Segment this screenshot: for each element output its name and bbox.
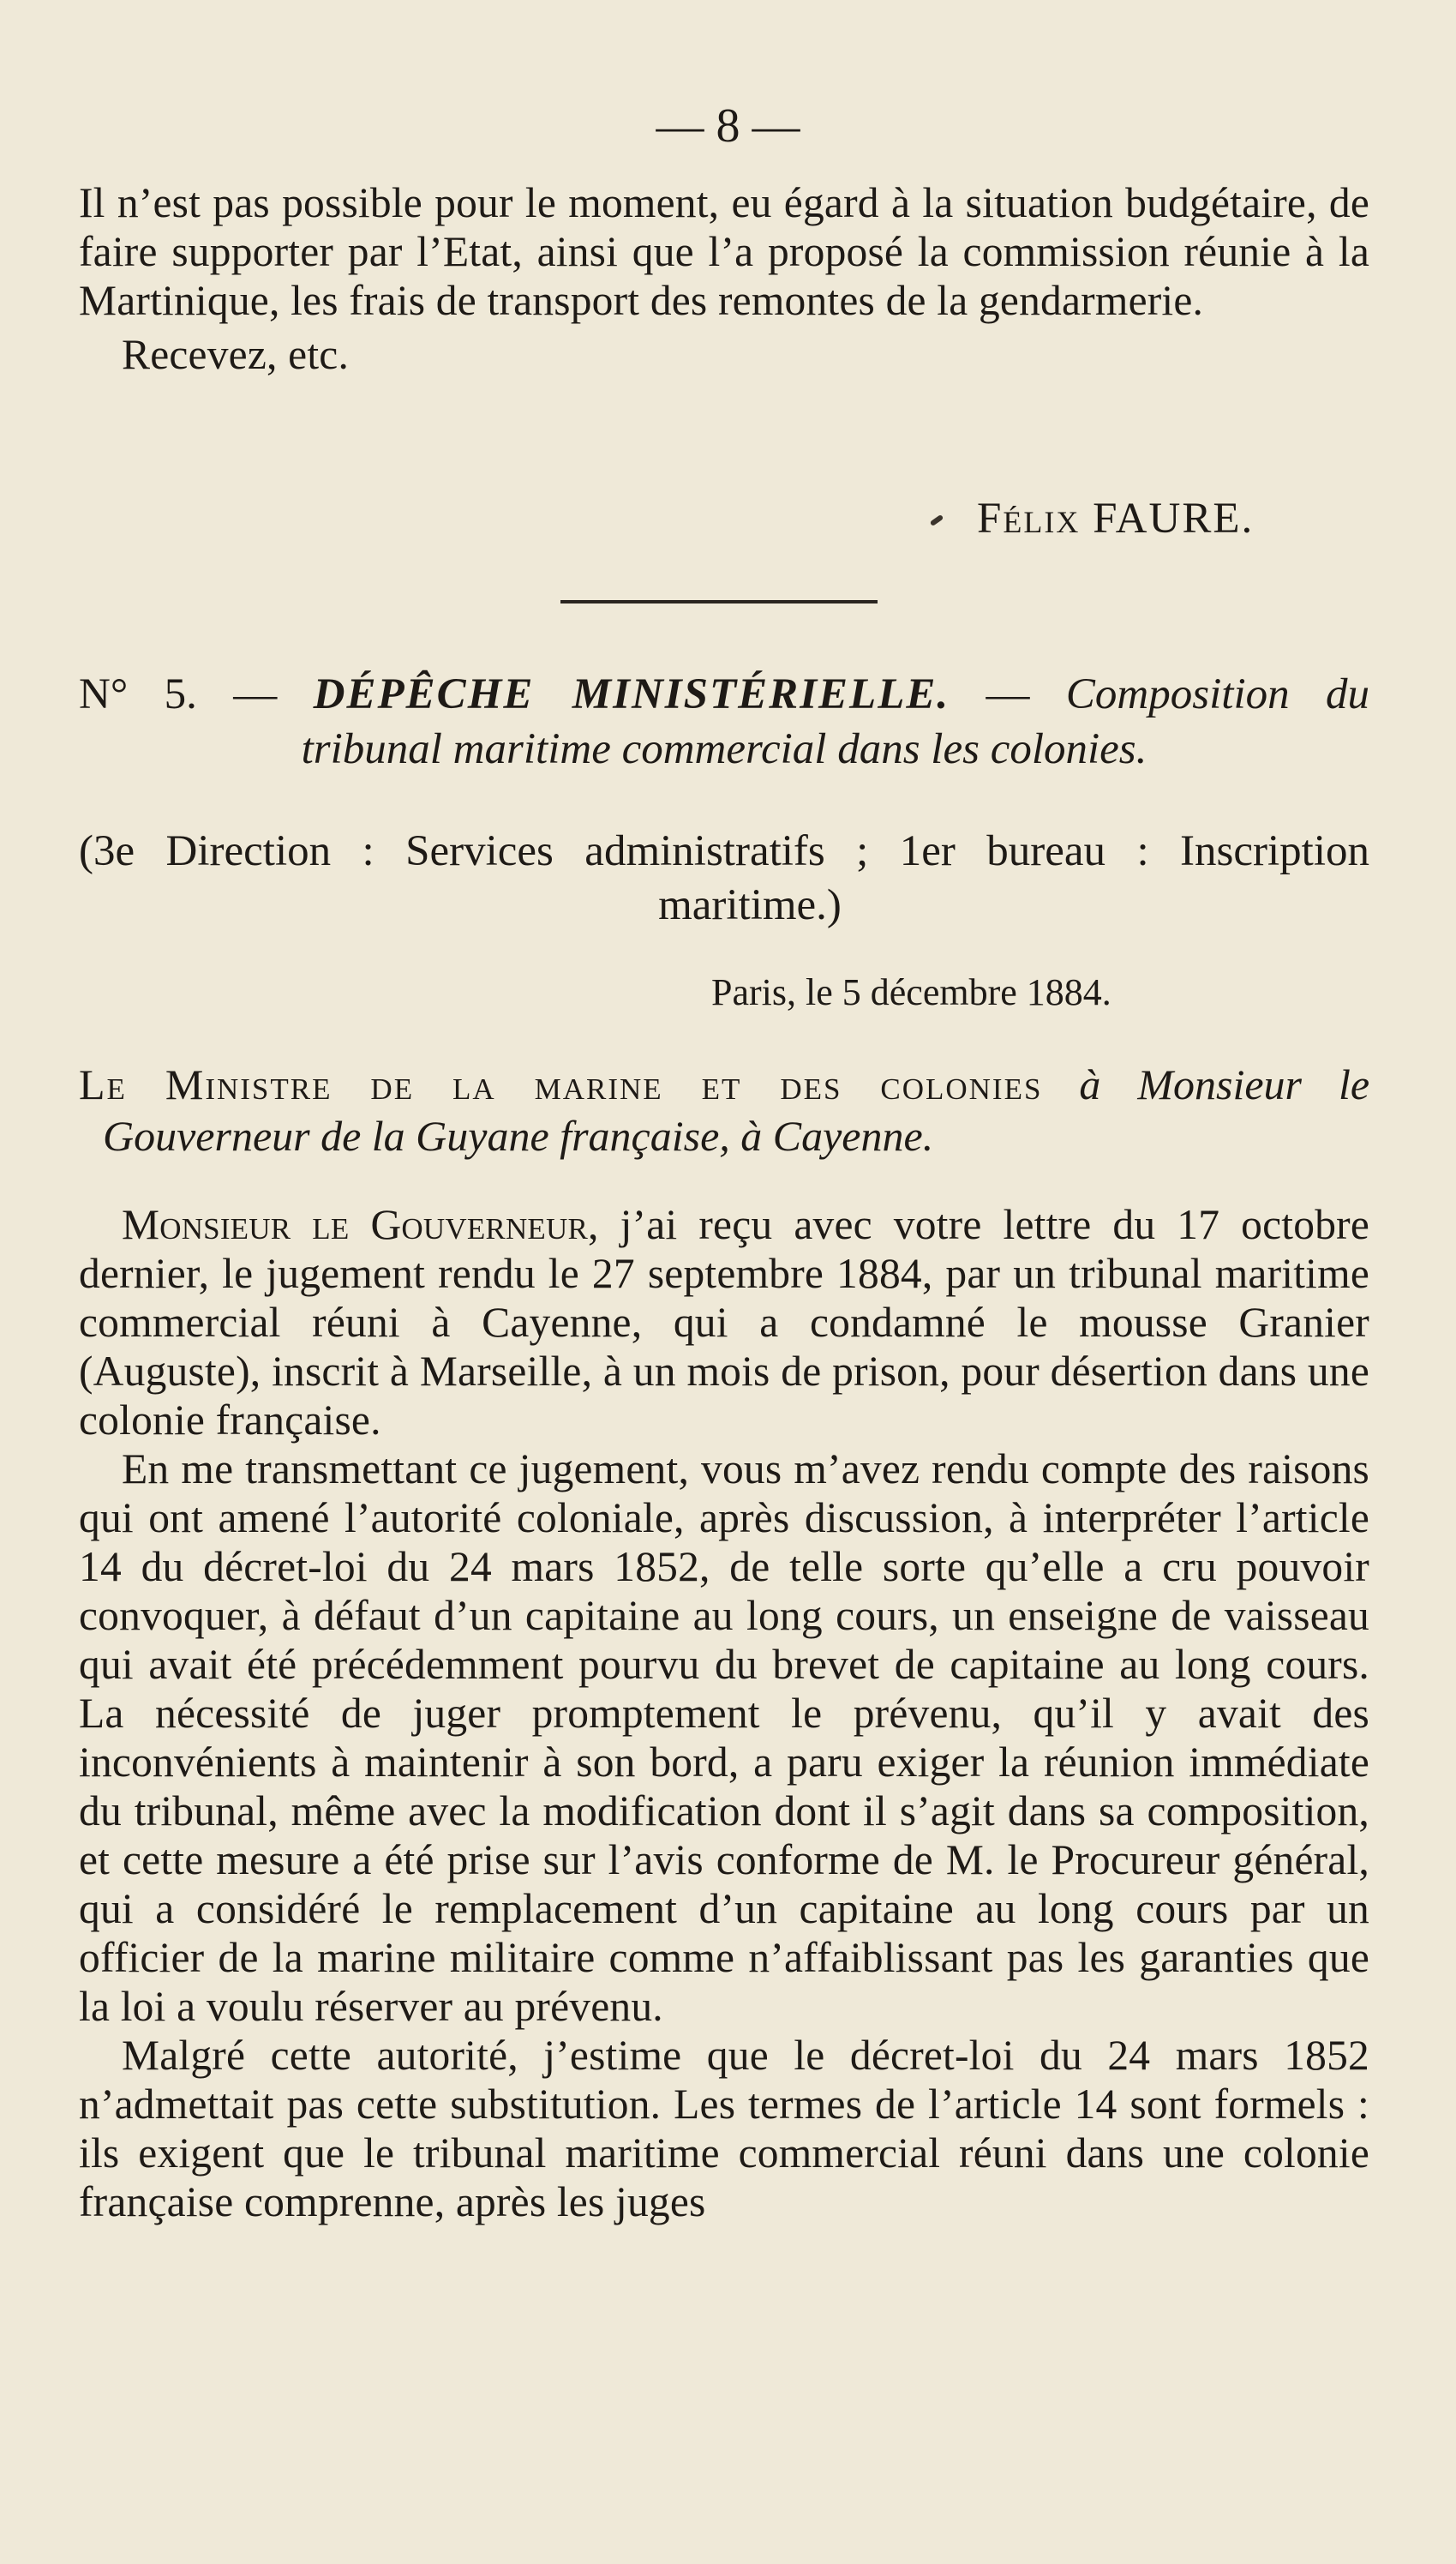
section-divider — [560, 600, 878, 603]
document-heading — [79, 667, 1369, 777]
opening-section — [79, 178, 1369, 379]
address-to: à — [1079, 1060, 1101, 1108]
sender: Le Ministre de la marine et des colonies — [79, 1060, 1043, 1108]
body-paragraph-2: En me transmettant ce jugement, vous m’avez rendu compte des raisons qui ont amené l’autorité coloniale, après discussion, à interpréter l’article 14 du décret-loi du 24 mars 1852, de telle sorte qu’elle a cru pouvoir convoquer, à défaut d’un capitaine au long cours, un enseigne de vaisseau qui avait été précédemment pourvu du brevet de capitaine au long cours. La nécessité de juger promptement le prévenu, qu’il y avait des inconvénients à maintenir à son bord, a paru exiger la réunion immédiate du tribunal, même avec la modification dont il s’agit dans sa composition, et cette mesure a été prise sur l’avis conforme de M. le Procureur général, qui a considéré le remplacement d’un capitaine au long cours par un officier de la marine militaire comme n’affaiblissant pas les garanties que la loi a voulu réserver au prévenu. — [79, 1445, 1369, 2030]
signature-last-name: FAURE. — [1093, 495, 1255, 543]
address-block — [79, 1059, 1369, 1162]
direction-line-1: (3e Direction : Services administratifs ; 1er bureau : Inscription — [79, 827, 1369, 875]
opening-paragraph: Il n’est pas possible pour le moment, eu égard à la situation budgétaire, de faire supporter par l’Etat, ainsi que l’a proposé la commission réunie à la Martinique, les frais de transport des remontes de la gendarmerie. — [79, 179, 1369, 324]
recipient-line-1: Monsieur le — [1137, 1060, 1370, 1108]
direction-note — [79, 825, 1369, 933]
dispatch-date: Paris, le 5 décembre 1884. — [711, 971, 1111, 1013]
salutation: Monsieur le Gouverneur, — [122, 1201, 599, 1248]
document-subject-part1: Composition du — [1065, 670, 1369, 718]
body-paragraph-1 — [79, 1200, 1369, 1444]
heading-dash-1: — — [233, 670, 278, 718]
page-number: — 8 — — [656, 99, 800, 153]
body-paragraph-3: Malgré cette autorité, j’estime que le décret-loi du 24 mars 1852 n’admettait pas cette substitution. Les termes de l’article 14 sont formels : ils exigent que le tribunal maritime commercial réuni dans une colonie française comprenne, après les juges — [79, 2032, 1369, 2225]
ink-mark — [930, 514, 944, 526]
body-paragraph-1-text: j’ai reçu avec votre lettre du 17 octobre dernier, le jugement rendu le 27 septembre 1884, par un tribunal maritime commercial réuni à Cayenne, qui a condamné le mousse Granier (Auguste), inscrit à Marseille, à un mois de prison, pour désertion dans une colonie française. — [79, 1201, 1369, 1444]
signature-first-name: Félix — [977, 495, 1081, 543]
recipient-line-2: Gouverneur de la Guyane française, à Cayenne. — [103, 1112, 934, 1160]
letter-body — [79, 1200, 1369, 2226]
document-type: DÉPÊCHE MINISTÉRIELLE. — [313, 670, 950, 718]
direction-line-2: maritime.) — [658, 881, 842, 929]
document-subject-part2: tribunal maritime commercial dans les colonies. — [301, 725, 1147, 773]
closing-formula: Recevez, etc. — [122, 331, 350, 378]
heading-dash-2: — — [986, 670, 1030, 718]
document-number: N° 5. — [79, 670, 197, 718]
signature — [977, 493, 1254, 544]
